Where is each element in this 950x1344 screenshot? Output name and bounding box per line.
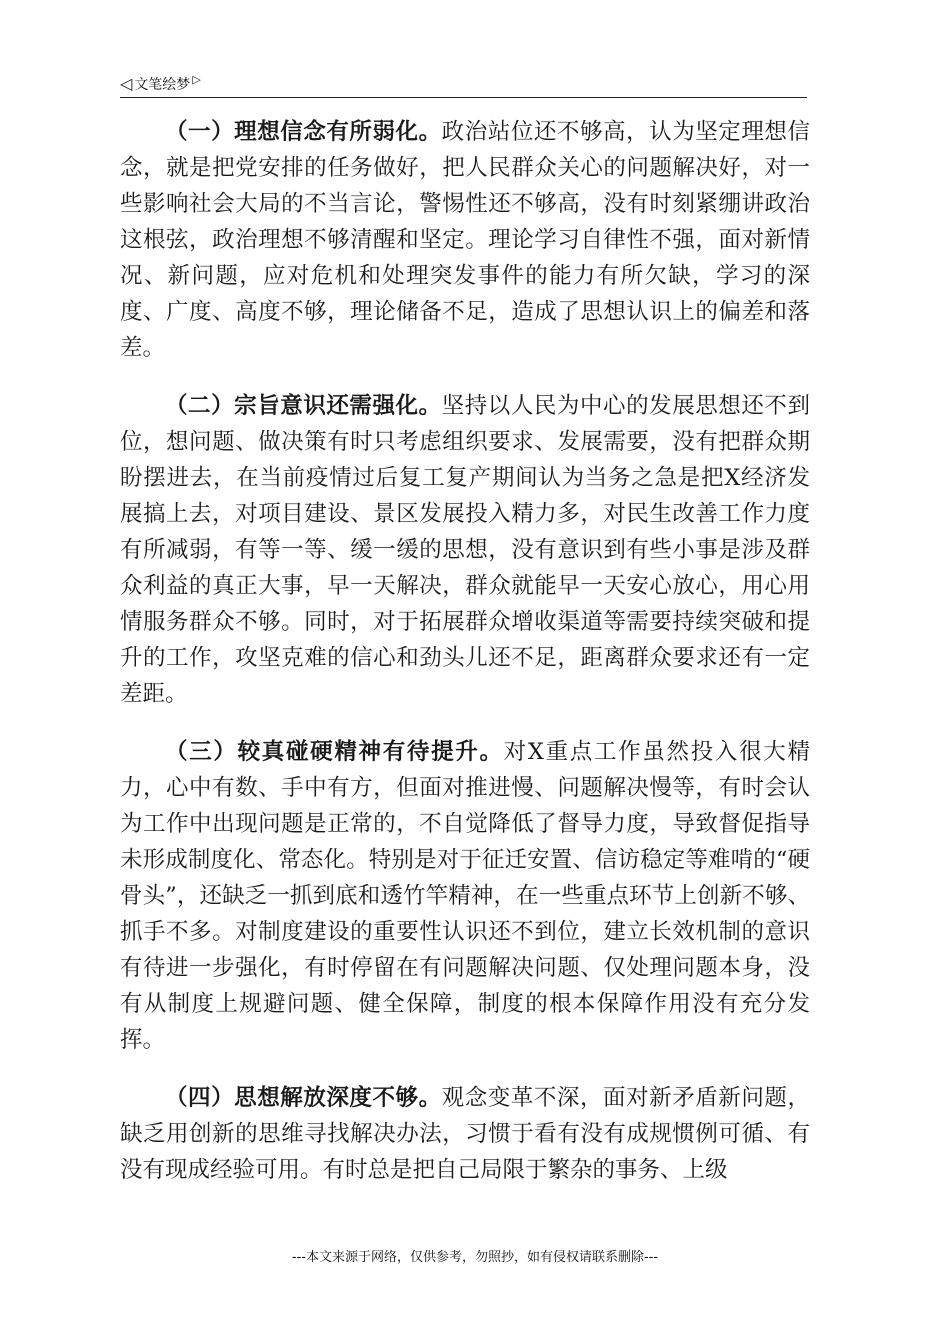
paragraph-1 (120, 114, 810, 366)
paragraph-heading: （三）较真碰硬精神有待提升。 (165, 739, 504, 765)
paragraph-text: 观念变革不深，面对新矛盾新问题，缺乏用创新的思维寻找解决办法，习惯于看有没有成规惯例可循、有没有现成经验可用。有时总是把自己局限于繁杂的事务、上级 (120, 1085, 810, 1183)
paragraph-heading: （二）宗旨意识还需强化。 (165, 393, 442, 419)
paragraph-text: 坚持以人民为中心的发展思想还不到位，想问题、做决策有时只考虑组织要求、发展需要，没有把群众期盼摆进去，在当前疫情过后复工复产期间认为当务之急是把X经济发展搞上去，对项目建设、景区发展投入精力多，对民生改善工作力度有所减弱，有等一等、缓一缓的思想，没有意识到有些小事是涉及群众利益的真正大事，早一天解决，群众就能早一天安心放心，用心用情服务群众不够。同时，对于拓展群众增收渠道等需要持续突破和提升的工作，攻坚克难的信心和劲头儿还不足，距离群众要求还有一定差距。 (120, 393, 810, 707)
paragraph-2 (120, 388, 810, 712)
page-header (120, 74, 201, 94)
right-triangle-icon: ▷ (192, 73, 201, 86)
left-triangle-icon: ◁ (120, 74, 133, 93)
document-body (120, 114, 810, 1210)
paragraph-4 (120, 1080, 810, 1188)
paragraph-3 (120, 734, 810, 1058)
paragraph-heading: （四）思想解放深度不够。 (165, 1085, 442, 1111)
paragraph-heading: （一）理想信念有所弱化。 (165, 119, 442, 145)
header-divider (120, 97, 807, 98)
header-title: 文笔绘梦 (134, 77, 191, 93)
page-footer: ---本文来源于网络，仅供参考，勿照抄，如有侵权请联系删除--- (291, 1250, 659, 1265)
paragraph-text: 对X重点工作虽然投入很大精力，心中有数、手中有方，但面对推进慢、问题解决慢等，有时会认为工作中出现问题是正常的，不自觉降低了督导力度，导致督促指导未形成制度化、常态化。特别是对于征迁安置、信访稳定等难啃的“硬骨头”，还缺乏一抓到底和透竹竿精神，在一些重点环节上创新不够、抓手不多。对制度建设的重要性认识还不到位，建立长效机制的意识有待进一步强化，有时停留在有问题解决问题、仅处理问题本身，没有从制度上规避问题、健全保障，制度的根本保障作用没有充分发挥。 (120, 739, 810, 1053)
paragraph-text: 政治站位还不够高，认为坚定理想信念，就是把党安排的任务做好，把人民群众关心的问题解决好，对一些影响社会大局的不当言论，警惕性还不够高，没有时刻紧绷讲政治这根弦，政治理想不够清醒和坚定。理论学习自律性不强，面对新情况、新问题，应对危机和处理突发事件的能力有所欠缺，学习的深度、广度、高度不够，理论储备不足，造成了思想认识上的偏差和落差。 (120, 119, 810, 361)
